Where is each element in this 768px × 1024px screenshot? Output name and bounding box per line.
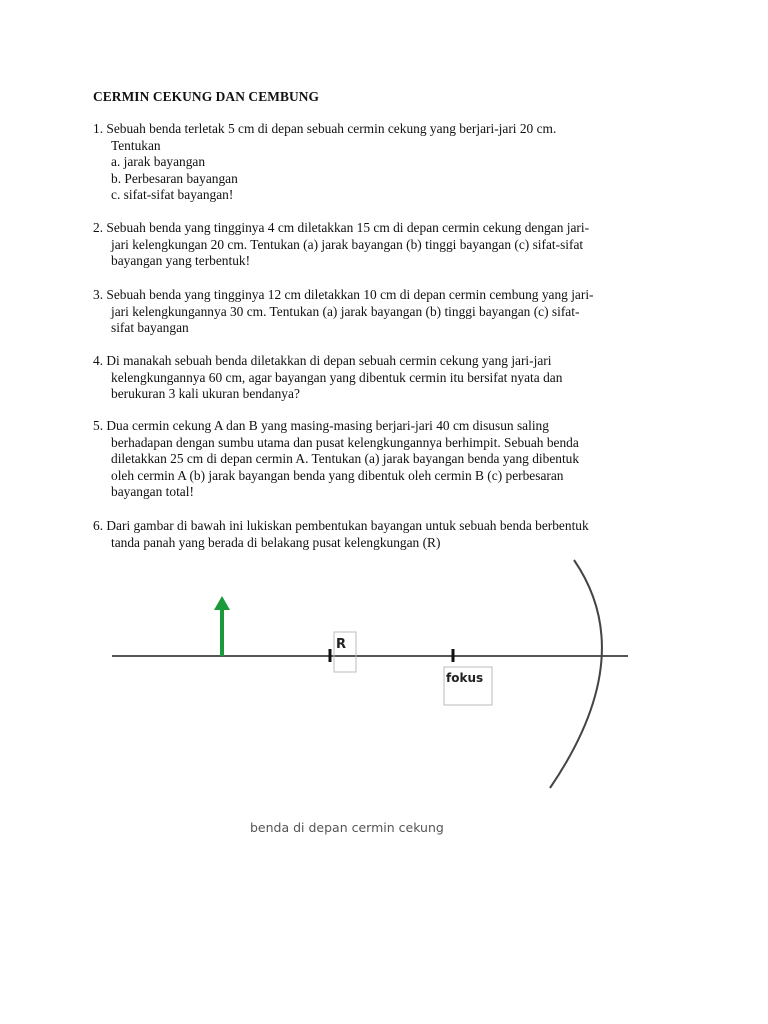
question-line: berhadapan dengan sumbu utama dan pusat kelengkungannya berhimpit. Sebuah benda bbox=[111, 434, 579, 450]
question-line: jari kelengkungan 20 cm. Tentukan (a) jarak bayangan (b) tinggi bayangan (c) sifat-sifat bbox=[111, 236, 584, 252]
question-option: c. sifat-sifat bayangan! bbox=[111, 187, 234, 202]
question-line: jari kelengkungannya 30 cm. Tentukan (a) jarak bayangan (b) tinggi bayangan (c) sifat- bbox=[111, 303, 580, 319]
question-2 bbox=[93, 220, 675, 270]
fokus-label: fokus bbox=[446, 671, 484, 685]
question-line: tanda panah yang berada di belakang pusat kelengkungan (R) bbox=[111, 534, 441, 550]
question-6 bbox=[93, 518, 675, 551]
question-line: bayangan total! bbox=[111, 484, 194, 499]
question-line: kelengkungannya 60 cm, agar bayangan yang dibentuk cermin itu bersifat nyata dan bbox=[111, 369, 563, 385]
question-3 bbox=[93, 287, 675, 337]
question-line: bayangan yang terbentuk! bbox=[111, 253, 251, 268]
question-line: 5. Dua cermin cekung A dan B yang masing-masing berjari-jari 40 cm disusun saling bbox=[93, 418, 549, 433]
question-line: 3. Sebuah benda yang tingginya 12 cm diletakkan 10 cm di depan cermin cembung yang jari- bbox=[93, 287, 594, 302]
concave-mirror bbox=[550, 560, 602, 788]
question-line: 4. Di manakah sebuah benda diletakkan di depan sebuah cermin cekung yang jari-jari bbox=[93, 353, 552, 368]
page-title: CERMIN CEKUNG DAN CEMBUNG bbox=[93, 89, 320, 104]
question-4 bbox=[93, 353, 675, 403]
mirror-diagram bbox=[0, 550, 768, 850]
question-1 bbox=[93, 121, 675, 204]
object-arrow-head bbox=[214, 596, 230, 610]
question-line: oleh cermin A (b) jarak bayangan benda yang dibentuk oleh cermin B (c) perbesaran bbox=[111, 467, 564, 483]
question-line: Tentukan bbox=[111, 137, 161, 153]
question-line: 1. Sebuah benda terletak 5 cm di depan sebuah cermin cekung yang berjari-jari 20 cm. bbox=[93, 121, 557, 136]
question-line: diletakkan 25 cm di depan cermin A. Tentukan (a) jarak bayangan benda yang dibentuk bbox=[111, 451, 580, 466]
question-option: a. jarak bayangan bbox=[111, 154, 206, 169]
question-line: 6. Dari gambar di bawah ini lukiskan pembentukan bayangan untuk sebuah benda berbentuk bbox=[93, 518, 589, 533]
question-line: sifat bayangan bbox=[111, 320, 189, 335]
question-line: berukuran 3 kali ukuran bendanya? bbox=[111, 386, 300, 401]
figure-caption: benda di depan cermin cekung bbox=[250, 820, 444, 835]
question-option: b. Perbesaran bayangan bbox=[111, 170, 238, 186]
r-label: R bbox=[336, 637, 347, 652]
question-line: 2. Sebuah benda yang tingginya 4 cm diletakkan 15 cm di depan cermin cekung dengan jari- bbox=[93, 220, 590, 235]
question-5 bbox=[93, 418, 675, 501]
